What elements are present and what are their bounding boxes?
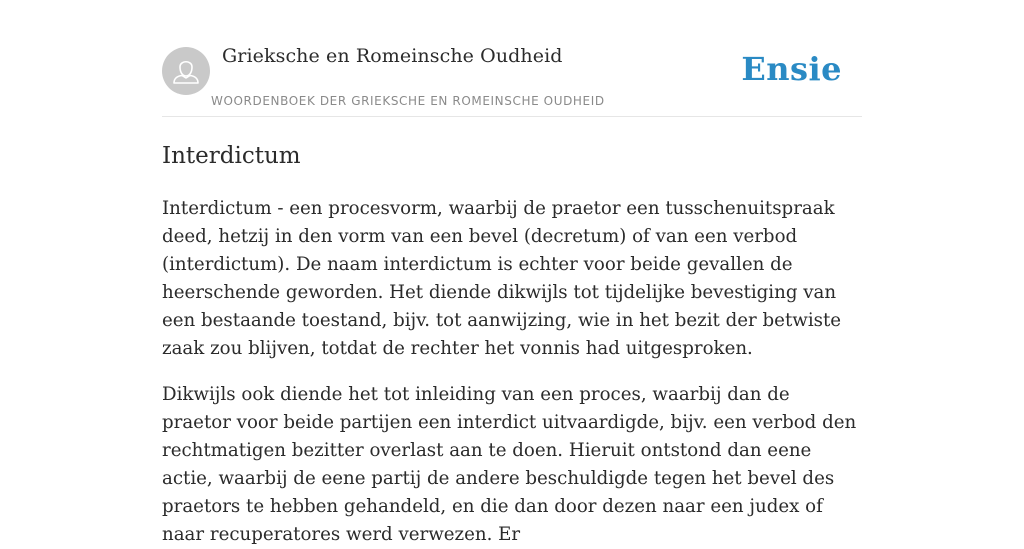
avatar[interactable] xyxy=(162,47,210,95)
article-paragraph-1: Interdictum - een procesvorm, waarbij de praetor een tusschenuitspraak deed, hetzij in den vorm van een bevel (decretum) of van een verbod (interdictum). De naam interdictum is echter voor beide gevallen de heerschende geworden. Het diende dikwijls tot tijdelijke bevestiging van een bestaande toestand, bijv. tot aanwijzing, wie in het bezit der betwiste zaak zou blijven, totdat de rechter het vonnis had uitgesproken. xyxy=(162,198,842,359)
article-title: Interdictum xyxy=(162,143,301,169)
source-subtitle[interactable]: WOORDENBOEK DER GRIEKSCHE EN ROMEINSCHE OUDHEID xyxy=(211,94,605,108)
user-silhouette-icon xyxy=(162,47,210,95)
ensie-logo[interactable]: Ensie xyxy=(741,50,842,88)
source-header xyxy=(162,0,862,117)
page xyxy=(162,0,862,545)
article-body xyxy=(162,195,862,549)
article-paragraph-2: Dikwijls ook diende het tot inleiding van een proces, waarbij dan de praetor voor beide partijen een interdict uitvaardigde, bijv. een verbod den rechtmatigen bezitter overlast aan te doen. Hieruit ontstond dan eene actie, waarbij de eene partij de andere beschuldigde tegen het bevel des praetors te hebben gehandeld, en die dan door dezen naar een judex of naar recuperatores werd verwezen. Er xyxy=(162,384,857,545)
source-title[interactable]: Grieksche en Romeinsche Oudheid xyxy=(222,45,563,67)
